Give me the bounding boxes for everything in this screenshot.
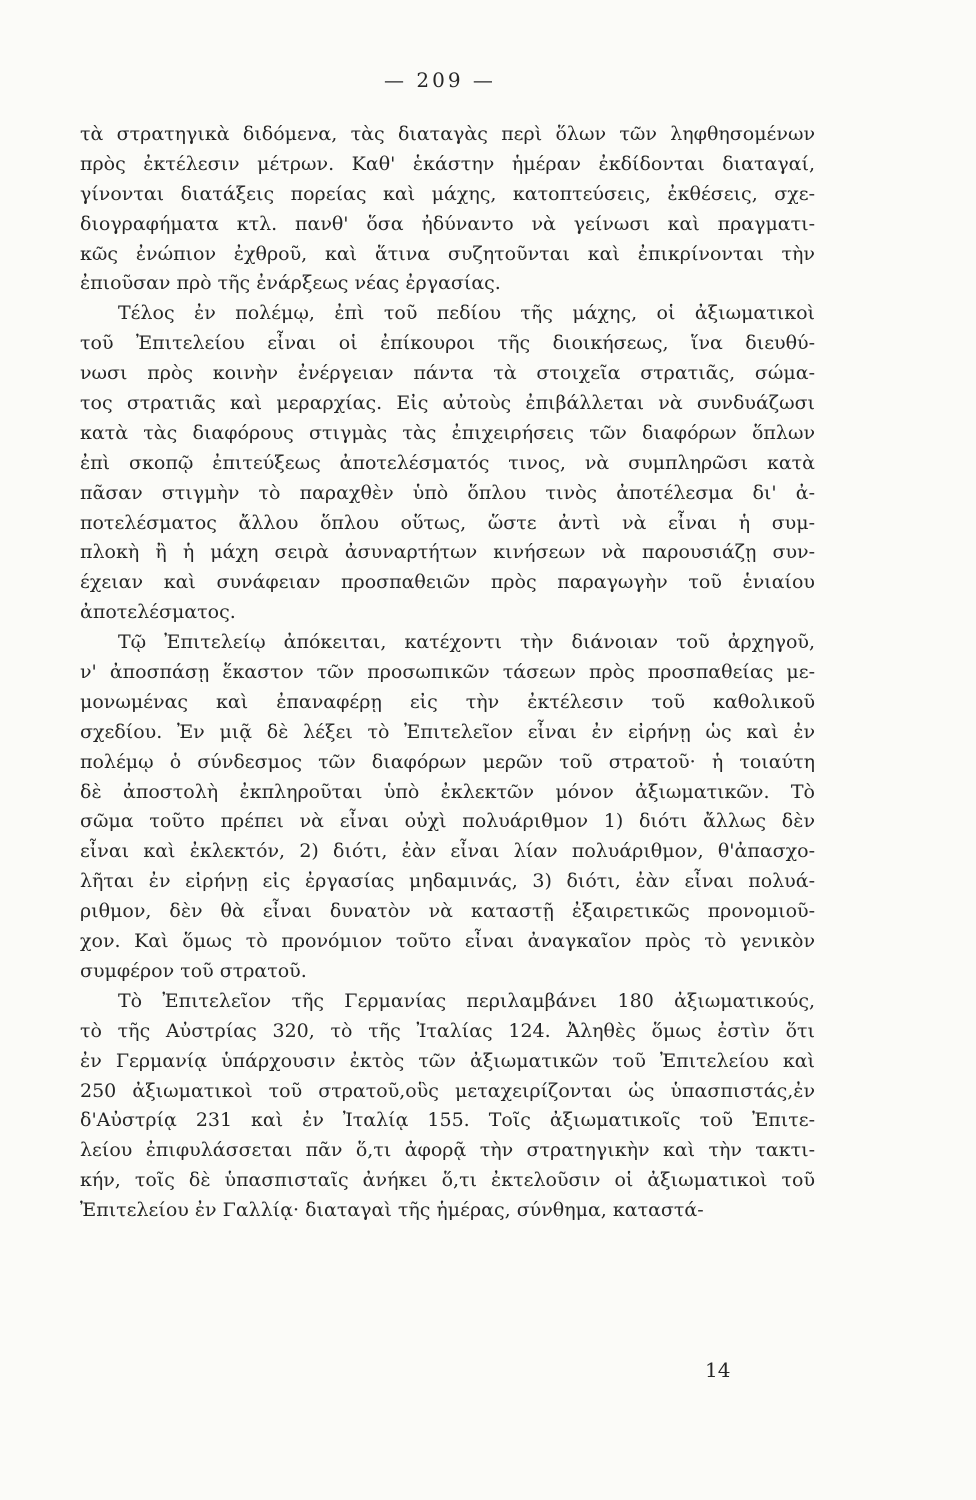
text-line: ν' ἀποσπάσῃ ἕκαστον τῶν προσωπικῶν τάσεων πρὸς προσπαθείας με- — [80, 661, 815, 684]
text-line: ἀποτελέσματος. — [80, 601, 236, 624]
paragraph — [80, 628, 815, 987]
text-line: τὸ τῆς Αὐστρίας 320, τὸ τῆς Ἰταλίας 124. Ἀληθὲς ὅμως ἐστὶν ὅτι — [80, 1019, 815, 1042]
text-line: πλοκὴ ἢ ἡ μάχη σειρὰ ἀσυναρτήτων κινήσεων νὰ παρουσιάζῃ συν- — [80, 541, 815, 564]
text-line: πᾶσαν στιγμὴν τὸ παραχθὲν ὑπὸ ὅπλου τινὸς ἀποτέλεσμα δι' ἀ- — [80, 481, 815, 504]
text-line: ἐν Γερμανίᾳ ὑπάρχουσιν ἐκτὸς τῶν ἀξιωματικῶν τοῦ Ἐπιτελείου καὶ — [80, 1049, 815, 1072]
text-line: δὲ ἀποστολὴ ἐκπληροῦται ὑπὸ ἐκλεκτῶν μόνον ἀξιωματικῶν. Τὸ — [80, 780, 815, 803]
text-line: 250 ἀξιωματικοὶ τοῦ στρατοῦ,οὓς μεταχειρίζονται ὡς ὑπασπιστάς,ἐν — [80, 1079, 815, 1102]
text-line: ριθμον, δὲν θὰ εἶναι δυνατὸν νὰ καταστῇ ἐξαιρετικῶς προνομιοῦ- — [80, 900, 815, 923]
text-line: Τέλος ἐν πολέμῳ, ἐπὶ τοῦ πεδίου τῆς μάχης, οἱ ἀξιωματικοὶ — [118, 302, 815, 325]
paragraph — [80, 299, 815, 628]
text-line: κῶς ἐνώπιον ἐχθροῦ, καὶ ἅτινα συζητοῦνται καὶ ἐπικρίνονται τὴν — [80, 242, 815, 265]
text-line: κήν, τοῖς δὲ ὑπασπισταῖς ἀνήκει ὅ,τι ἐκτελοῦσιν οἱ ἀξιωματικοὶ τοῦ — [80, 1169, 815, 1192]
text-line: γίνονται διατάξεις πορείας καὶ μάχης, κατοπτεύσεις, ἐκθέσεις, σχε- — [80, 182, 815, 205]
text-line: λείου ἐπιφυλάσσεται πᾶν ὅ,τι ἀφορᾷ τὴν στρατηγικὴν καὶ τὴν τακτι- — [80, 1139, 815, 1162]
paragraph — [80, 120, 815, 299]
text-line: Ἐπιτελείου ἐν Γαλλίᾳ· διαταγαὶ τῆς ἡμέρας, σύνθημα, καταστά- — [80, 1199, 704, 1222]
page-body — [80, 120, 815, 1226]
text-line: νωσι πρὸς κοινὴν ἐνέργειαν πάντα τὰ στοιχεῖα στρατιᾶς, σώμα- — [80, 362, 815, 385]
text-line: έχειαν καὶ συνάφειαν προσπαθειῶν πρὸς παραγωγὴν τοῦ ἑνιαίου — [80, 571, 815, 594]
text-line: ἐπὶ σκοπῷ ἐπιτεύξεως ἀποτελέσματός τινος, νὰ συμπληρῶσι κατὰ — [80, 451, 815, 474]
text-line: πολέμῳ ὁ σύνδεσμος τῶν διαφόρων μερῶν τοῦ στρατοῦ· ἡ τοιαύτη — [80, 750, 815, 773]
text-line: εἶναι καὶ ἐκλεκτόν, 2) διότι, ἐὰν εἶναι λίαν πολυάριθμον, θ'ἀπασχο- — [80, 840, 815, 863]
text-line: κατὰ τὰς διαφόρους στιγμὰς τὰς ἐπιχειρήσεις τῶν διαφόρων ὅπλων — [80, 421, 815, 444]
text-line: συμφέρον τοῦ στρατοῦ. — [80, 959, 307, 982]
signature-mark: 14 — [705, 1358, 731, 1382]
text-line: ἐπιοῦσαν πρὸ τῆς ἐνάρξεως νέας ἐργασίας. — [80, 272, 501, 295]
text-line: μονωμένας καὶ ἐπαναφέρῃ εἰς τὴν ἐκτέλεσιν τοῦ καθολικοῦ — [80, 690, 815, 713]
text-line: διογραφήματα κτλ. πανθ' ὅσα ἠδύναντο νὰ γείνωσι καὶ πραγματι- — [80, 212, 815, 235]
text-line: χον. Καὶ ὅμως τὸ προνόμιον τοῦτο εἶναι ἀναγκαῖον πρὸς τὸ γενικὸν — [80, 930, 815, 953]
text-line: σῶμα τοῦτο πρέπει νὰ εἶναι οὐχὶ πολυάριθμον 1) διότι ἄλλως δὲν — [80, 810, 815, 833]
text-line: δ'Αὐστρίᾳ 231 καὶ ἐν Ἰταλίᾳ 155. Τοῖς ἀξιωματικοῖς τοῦ Ἐπιτε- — [80, 1109, 815, 1132]
text-line: Τῷ Ἐπιτελείῳ ἀπόκειται, κατέχοντι τὴν διάνοιαν τοῦ ἀρχηγοῦ, — [118, 631, 815, 654]
text-line: σχεδίου. Ἐν μιᾷ δὲ λέξει τὸ Ἐπιτελεῖον εἶναι ἐν εἰρήνῃ ὡς καὶ ἐν — [80, 720, 815, 743]
text-line: τὰ στρατηγικὰ διδόμενα, τὰς διαταγὰς περὶ ὅλων τῶν ληφθησομένων — [80, 123, 815, 145]
text-line: λῆται ἐν εἰρήνῃ εἰς ἐργασίας μηδαμινάς, 3) διότι, ἐὰν εἶναι πολυά- — [80, 870, 815, 893]
paragraph — [80, 987, 815, 1226]
text-line: Τὸ Ἐπιτελεῖον τῆς Γερμανίας περιλαμβάνει 180 ἀξιωματικούς, — [118, 989, 815, 1012]
text-line: τος στρατιᾶς καὶ μεραρχίας. Εἰς αὐτοὺς ἐπιβάλλεται νὰ συνδυάζωσι — [80, 392, 815, 415]
text-line: τοῦ Ἐπιτελείου εἶναι οἱ ἐπίκουροι τῆς διοικήσεως, ἵνα διευθύ- — [80, 332, 815, 355]
text-line: πρὸς ἐκτέλεσιν μέτρων. Καθ' ἑκάστην ἡμέραν ἐκδίδονται διαταγαί, — [80, 152, 815, 175]
text-line: ποτελέσματος ἄλλου ὅπλου οὕτως, ὥστε ἀντὶ νὰ εἶναι ἡ συμ- — [80, 511, 815, 534]
page-number: — 209 — — [384, 68, 496, 92]
